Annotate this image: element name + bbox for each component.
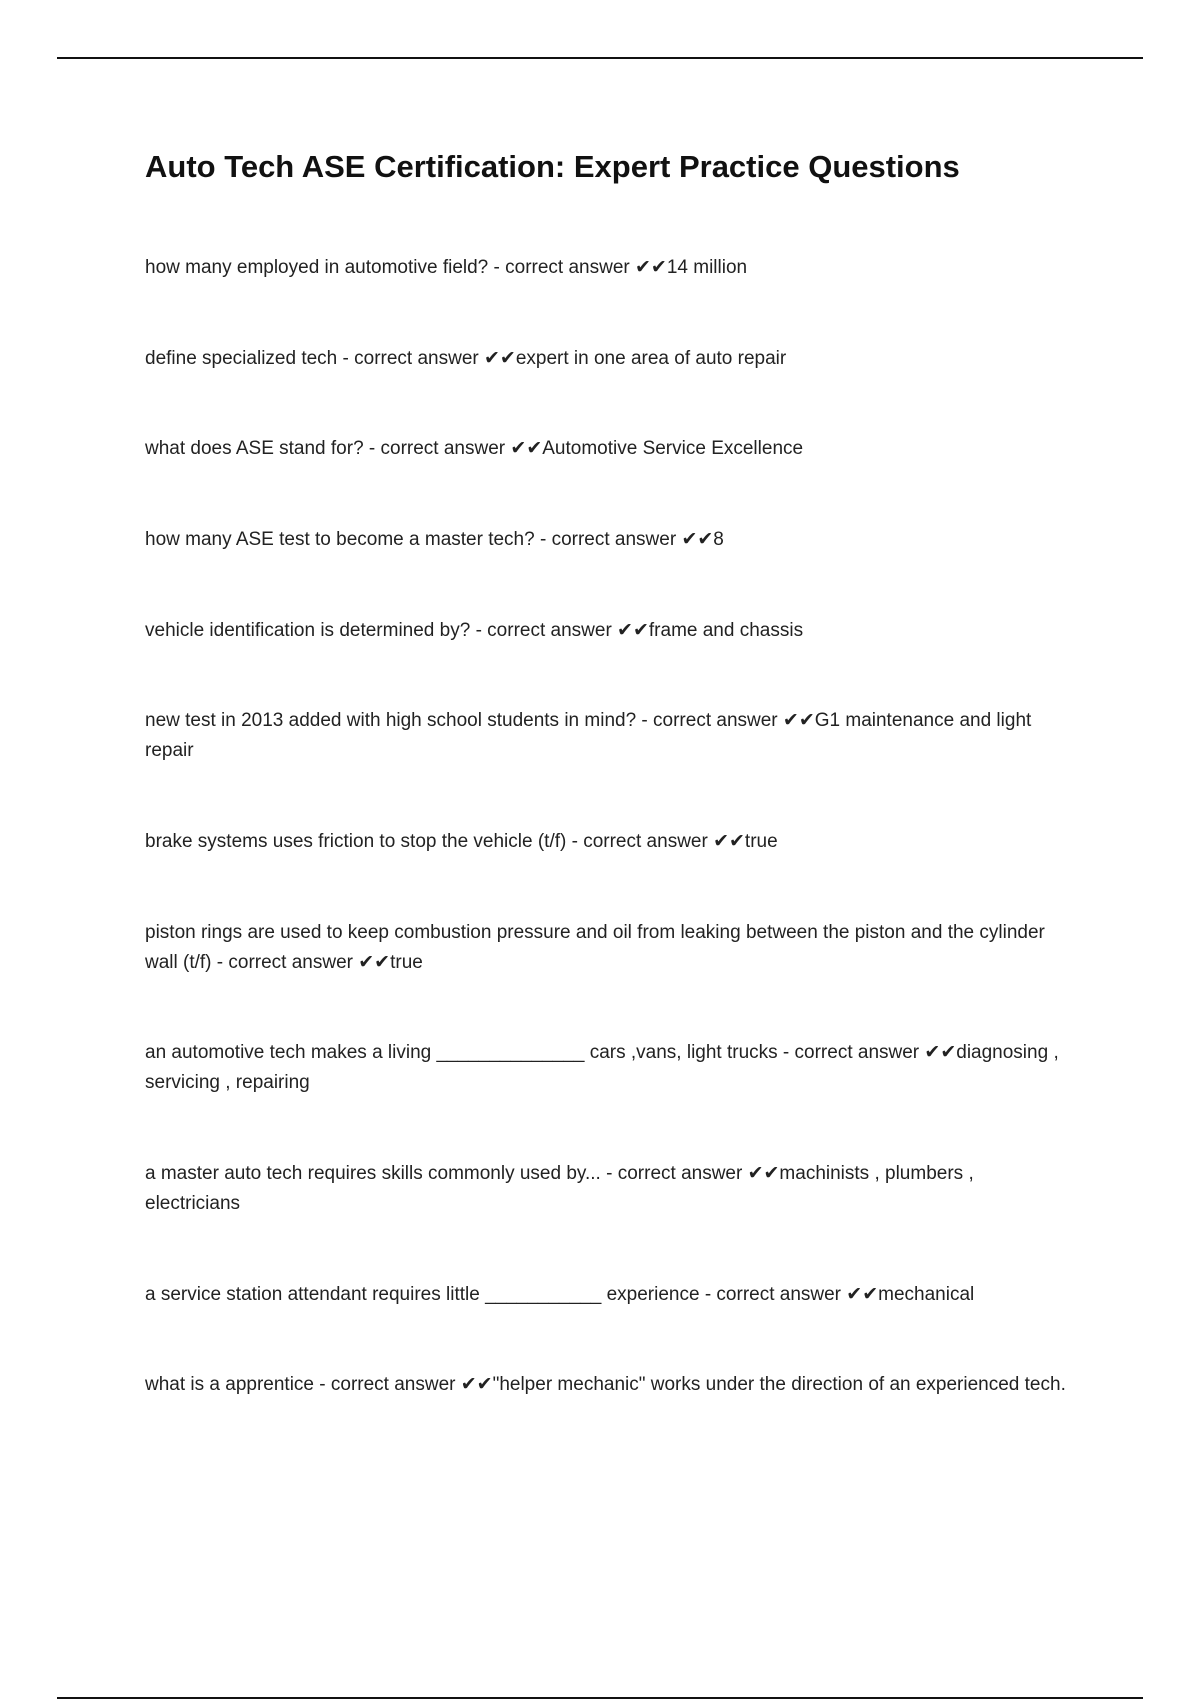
qa-item: what is a apprentice - correct answer ✔✔"helper mechanic" works under the direction of an experienced tech. — [145, 1374, 1066, 1395]
footer-divider — [57, 1697, 1143, 1699]
qa-item: a service station attendant requires little ___________ experience - correct answer ✔✔mechanical — [145, 1284, 975, 1305]
page-title: Auto Tech ASE Certification: Expert Practice Questions — [145, 149, 960, 184]
qa-item: what does ASE stand for? - correct answer ✔✔Automotive Service Excellence — [145, 438, 804, 459]
qa-item: an automotive tech makes a living ______________ cars ,vans, light trucks - correct answer ✔✔diagnosing , servicing , repairing — [145, 1042, 1059, 1093]
qa-item: brake systems uses friction to stop the vehicle (t/f) - correct answer ✔✔true — [145, 831, 778, 852]
qa-item: vehicle identification is determined by? - correct answer ✔✔frame and chassis — [145, 620, 804, 641]
qa-item: piston rings are used to keep combustion pressure and oil from leaking between the piston and the cylinder wall (t/f) - correct answer ✔✔true — [145, 922, 1045, 973]
header-divider — [57, 57, 1143, 59]
qa-item: new test in 2013 added with high school students in mind? - correct answer ✔✔G1 maintenance and light repair — [145, 710, 1032, 761]
qa-item: define specialized tech - correct answer ✔✔expert in one area of auto repair — [145, 348, 787, 369]
qa-item: how many employed in automotive field? - correct answer ✔✔14 million — [145, 257, 748, 278]
qa-item: a master auto tech requires skills commonly used by... - correct answer ✔✔machinists , plumbers , electricians — [145, 1163, 974, 1214]
qa-item: how many ASE test to become a master tech? - correct answer ✔✔8 — [145, 529, 724, 550]
